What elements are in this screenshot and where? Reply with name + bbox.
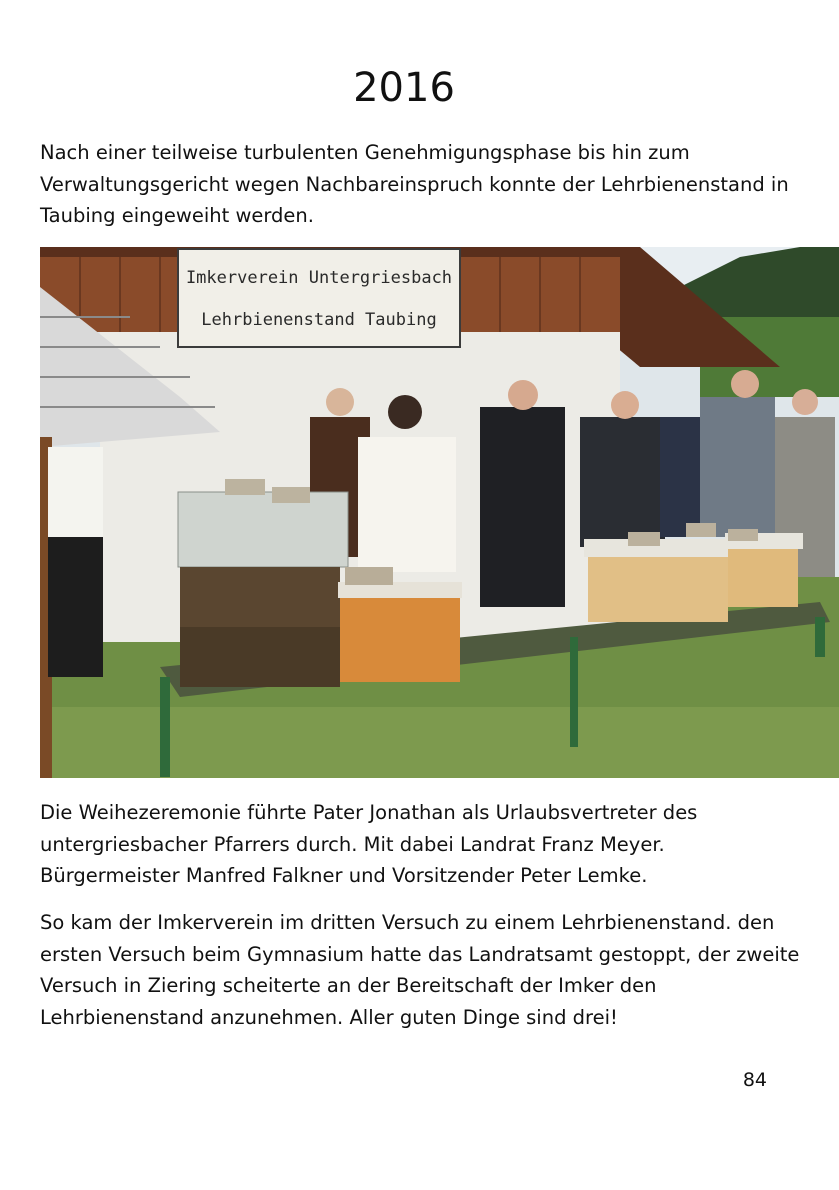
page-title: 2016: [353, 65, 455, 111]
inauguration-photo: [40, 247, 839, 778]
ceremony-paragraph: Die Weihezeremonie führte Pater Jonathan als Urlaubsvertreter des untergriesbacher Pfarrers durch. Mit dabei Landrat Franz Meyer. Bürgermeister Manfred Falkner und Vorsitzender Peter Lemke.: [40, 801, 698, 887]
intro-paragraph: Nach einer teilweise turbulenten Genehmigungsphase bis hin zum Verwaltungsgericht wegen Nachbareinspruch konnte der Lehrbienenstand in Taubing eingeweiht werden.: [40, 141, 789, 227]
sign-line-2: Lehrbienenstand Taubing: [201, 310, 437, 330]
history-paragraph: So kam der Imkerverein im dritten Versuch zu einem Lehrbienenstand. den ersten Versuch beim Gymnasium hatte das Landratsamt gestoppt, der zweite Versuch in Ziering scheiterte an der Bereitschaft der Imker den Lehrbienenstand anzunehmen. Aller guten Dinge sind drei!: [40, 911, 800, 1029]
sign-line-1: Imkerverein Untergriesbach: [185, 268, 453, 288]
page-number: 84: [742, 1069, 767, 1091]
